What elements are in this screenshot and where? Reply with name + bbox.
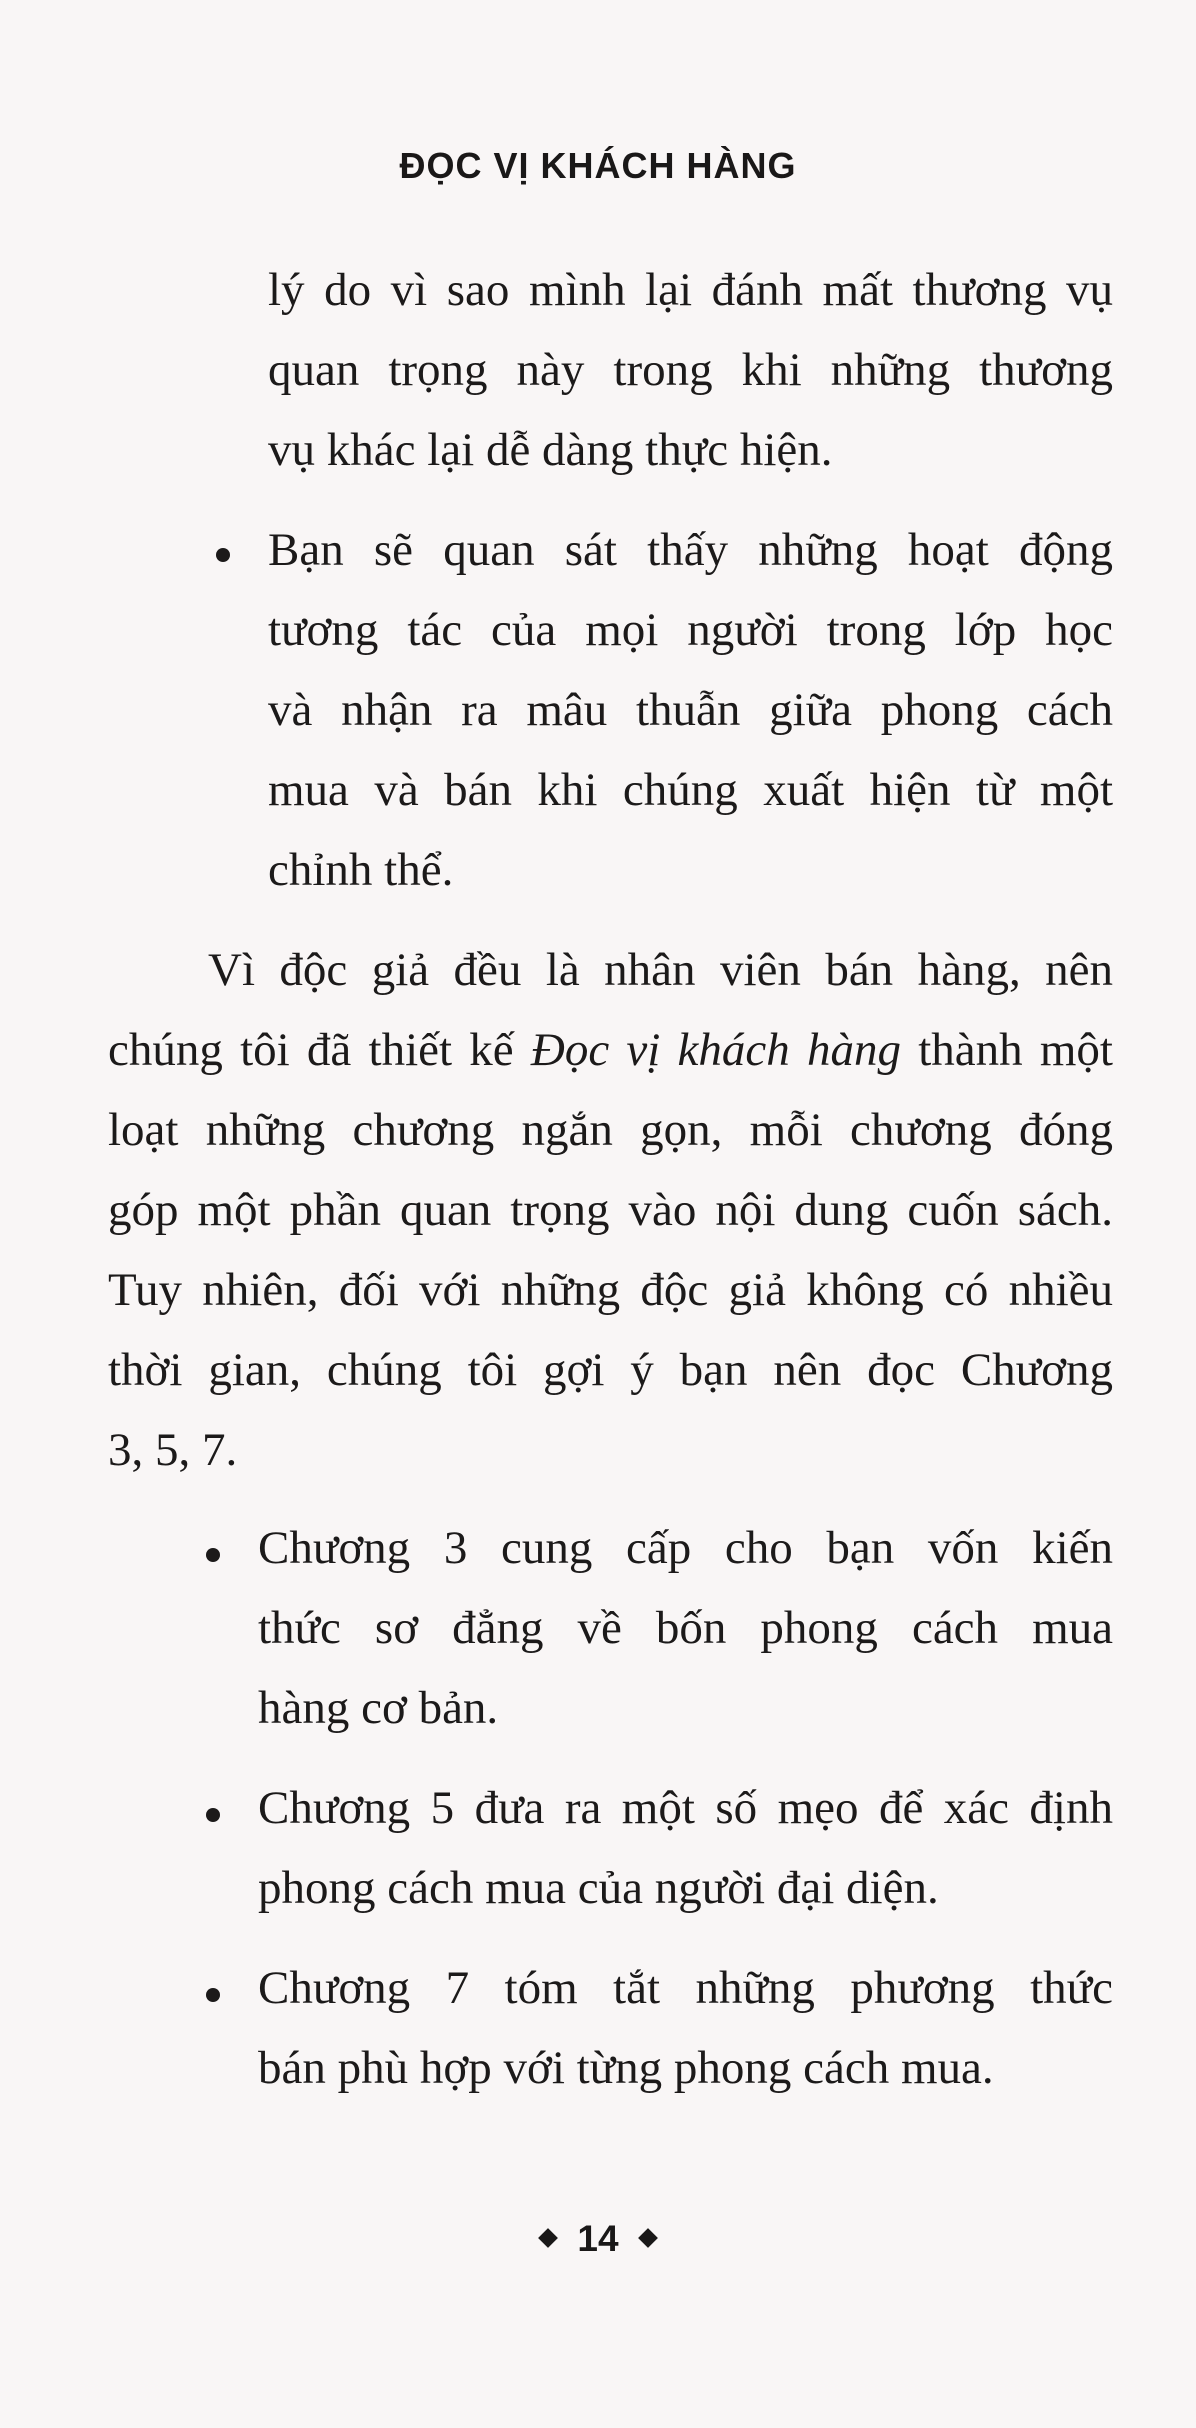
text-line: Bạn sẽ quan sát thấy những hoạt động bbox=[268, 524, 1113, 576]
page-footer bbox=[0, 2218, 1196, 2260]
text-line: và nhận ra mâu thuẫn giữa phong cách bbox=[268, 684, 1113, 736]
text-line: Vì độc giả đều là nhân viên bán hàng, nên bbox=[208, 944, 1113, 996]
text-line: phong cách mua của người đại diện. bbox=[258, 1862, 939, 1914]
running-header: ĐỌC VỊ KHÁCH HÀNG bbox=[399, 145, 797, 186]
text-line: vụ khác lại dễ dàng thực hiện. bbox=[268, 424, 833, 476]
bullet-dot bbox=[206, 1988, 220, 2002]
bullet-dot bbox=[206, 1808, 220, 1822]
text-line: Chương 7 tóm tắt những phương thức bbox=[258, 1962, 1113, 2014]
text-line: 3, 5, 7. bbox=[108, 1424, 238, 1476]
bullet-dot bbox=[206, 1548, 220, 1562]
text-line: hàng cơ bản. bbox=[258, 1682, 499, 1734]
text-line: Chương 5 đưa ra một số mẹo để xác định bbox=[258, 1782, 1113, 1834]
text-line: mua và bán khi chúng xuất hiện từ một bbox=[268, 764, 1113, 816]
bullet-dot bbox=[216, 548, 230, 562]
diamond-ornament-icon bbox=[638, 2228, 658, 2248]
text-line: loạt những chương ngắn gọn, mỗi chương đóng bbox=[108, 1104, 1113, 1156]
text-line: thức sơ đẳng về bốn phong cách mua bbox=[258, 1602, 1113, 1654]
text-line: góp một phần quan trọng vào nội dung cuốn sách. bbox=[108, 1184, 1113, 1236]
book-title-italic: Đọc vị khách hàng bbox=[530, 1024, 901, 1076]
diamond-ornament-icon bbox=[539, 2228, 559, 2248]
text-line: quan trọng này trong khi những thương bbox=[268, 344, 1113, 396]
text-line: lý do vì sao mình lại đánh mất thương vụ bbox=[268, 264, 1113, 316]
text-line: Tuy nhiên, đối với những độc giả không có nhiều bbox=[108, 1264, 1113, 1316]
text-line: chỉnh thể. bbox=[268, 844, 454, 896]
text-line: bán phù hợp với từng phong cách mua. bbox=[258, 2042, 994, 2094]
text-line: thời gian, chúng tôi gợi ý bạn nên đọc Chương bbox=[108, 1344, 1113, 1396]
text-segment: chúng tôi đã thiết kế bbox=[108, 1024, 531, 1076]
text-line: tương tác của mọi người trong lớp học bbox=[268, 604, 1113, 656]
text-line bbox=[108, 1020, 1113, 1080]
text-line: Chương 3 cung cấp cho bạn vốn kiến bbox=[258, 1522, 1113, 1574]
page-number: 14 bbox=[577, 2218, 619, 2259]
text-segment: thành một bbox=[901, 1024, 1113, 1076]
